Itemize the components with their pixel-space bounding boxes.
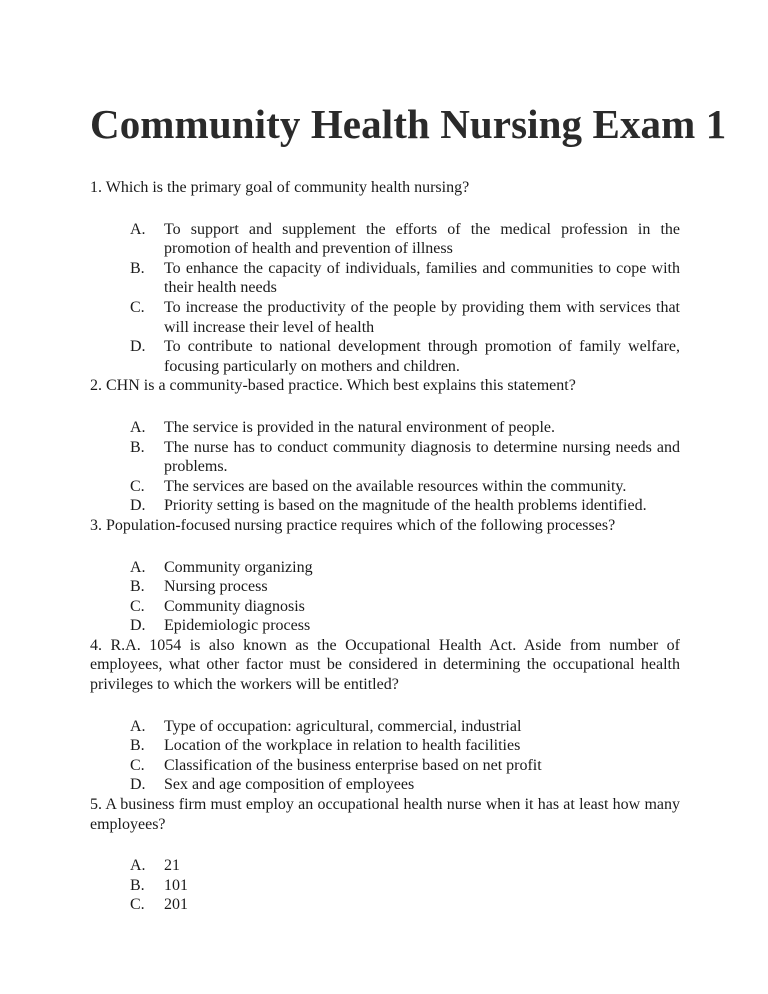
option-letter: A. <box>130 857 146 875</box>
option-letter: C. <box>130 597 145 615</box>
answer-options <box>90 717 680 795</box>
answer-options <box>90 418 680 516</box>
answer-option-b <box>130 577 680 597</box>
answer-option-c <box>130 597 680 617</box>
page-title: Community Health Nursing Exam 1 <box>90 101 727 147</box>
option-text: 201 <box>164 896 188 914</box>
answer-option-a <box>130 220 680 259</box>
option-text: The service is provided in the natural environment of people. <box>164 418 555 436</box>
option-text: Nursing process <box>164 578 268 596</box>
answer-option-d <box>130 496 680 516</box>
question-block-3 <box>90 516 680 636</box>
option-letter: B. <box>130 876 145 894</box>
option-text: Sex and age composition of employees <box>164 776 415 794</box>
answer-option-d <box>130 616 680 636</box>
option-letter: B. <box>130 438 145 456</box>
option-text: Community diagnosis <box>164 597 305 615</box>
answer-option-d <box>130 337 680 376</box>
question-text: 5. A business firm must employ an occupational health nurse when it has at least how many employees? <box>90 796 680 833</box>
option-letter: D. <box>130 617 146 635</box>
option-letter: A. <box>130 717 146 735</box>
option-text: To increase the productivity of the people by providing them with services that will increase their level of health <box>164 298 680 336</box>
option-letter: A. <box>130 418 146 436</box>
question-text: 3. Population-focused nursing practice requires which of the following processes? <box>90 516 616 534</box>
option-text: The nurse has to conduct community diagnosis to determine nursing needs and problems. <box>164 438 680 476</box>
answer-option-b <box>130 876 680 896</box>
question-text: 4. R.A. 1054 is also known as the Occupational Health Act. Aside from number of employees, what other factor must be considered in determining the occupational health privileges to which the workers will be entitled? <box>90 636 680 694</box>
answer-option-a <box>130 717 680 737</box>
question-block-5 <box>90 795 680 915</box>
option-text: Location of the workplace in relation to health facilities <box>164 737 521 755</box>
option-letter: D. <box>130 497 146 515</box>
answer-options <box>90 856 680 915</box>
option-letter: C. <box>130 477 145 495</box>
question-block-4 <box>90 636 680 795</box>
question-text: 2. CHN is a community-based practice. Which best explains this statement? <box>90 377 576 395</box>
answer-option-c <box>130 298 680 337</box>
answer-option-c <box>130 756 680 776</box>
answer-option-b <box>130 736 680 756</box>
answer-option-c <box>130 895 680 915</box>
question-text: 1. Which is the primary goal of community health nursing? <box>90 179 470 196</box>
answer-option-c <box>130 477 680 497</box>
answer-options <box>90 558 680 636</box>
option-text: Community organizing <box>164 558 313 576</box>
option-letter: C. <box>130 896 145 914</box>
option-letter: A. <box>130 220 146 238</box>
option-letter: D. <box>130 338 146 356</box>
option-text: To contribute to national development through promotion of family welfare, focusing particularly on mothers and children. <box>164 338 680 375</box>
option-text: Type of occupation: agricultural, commercial, industrial <box>164 717 522 735</box>
option-text: Epidemiologic process <box>164 617 311 635</box>
option-text: Priority setting is based on the magnitude of the health problems identified. <box>164 497 647 515</box>
question-block-1 <box>90 178 680 376</box>
answer-option-a <box>130 418 680 438</box>
option-text: 101 <box>164 876 188 894</box>
question-list <box>90 178 680 915</box>
answer-option-d <box>130 775 680 795</box>
option-letter: D. <box>130 776 146 794</box>
option-letter: B. <box>130 259 145 277</box>
option-letter: B. <box>130 578 145 596</box>
option-letter: B. <box>130 737 145 755</box>
option-text: To enhance the capacity of individuals, families and communities to cope with their health needs <box>164 259 680 297</box>
option-letter: A. <box>130 558 146 576</box>
option-letter: C. <box>130 298 145 316</box>
answer-option-a <box>130 558 680 578</box>
answer-option-b <box>130 438 680 477</box>
question-block-2 <box>90 376 680 516</box>
answer-option-b <box>130 259 680 298</box>
answer-option-a <box>130 856 680 876</box>
option-text: The services are based on the available resources within the community. <box>164 477 627 495</box>
option-text: 21 <box>164 857 180 875</box>
option-letter: C. <box>130 756 145 774</box>
option-text: Classification of the business enterprise based on net profit <box>164 756 542 774</box>
answer-options <box>90 220 680 377</box>
option-text: To support and supplement the efforts of the medical profession in the promotion of health and prevention of illness <box>164 220 680 258</box>
